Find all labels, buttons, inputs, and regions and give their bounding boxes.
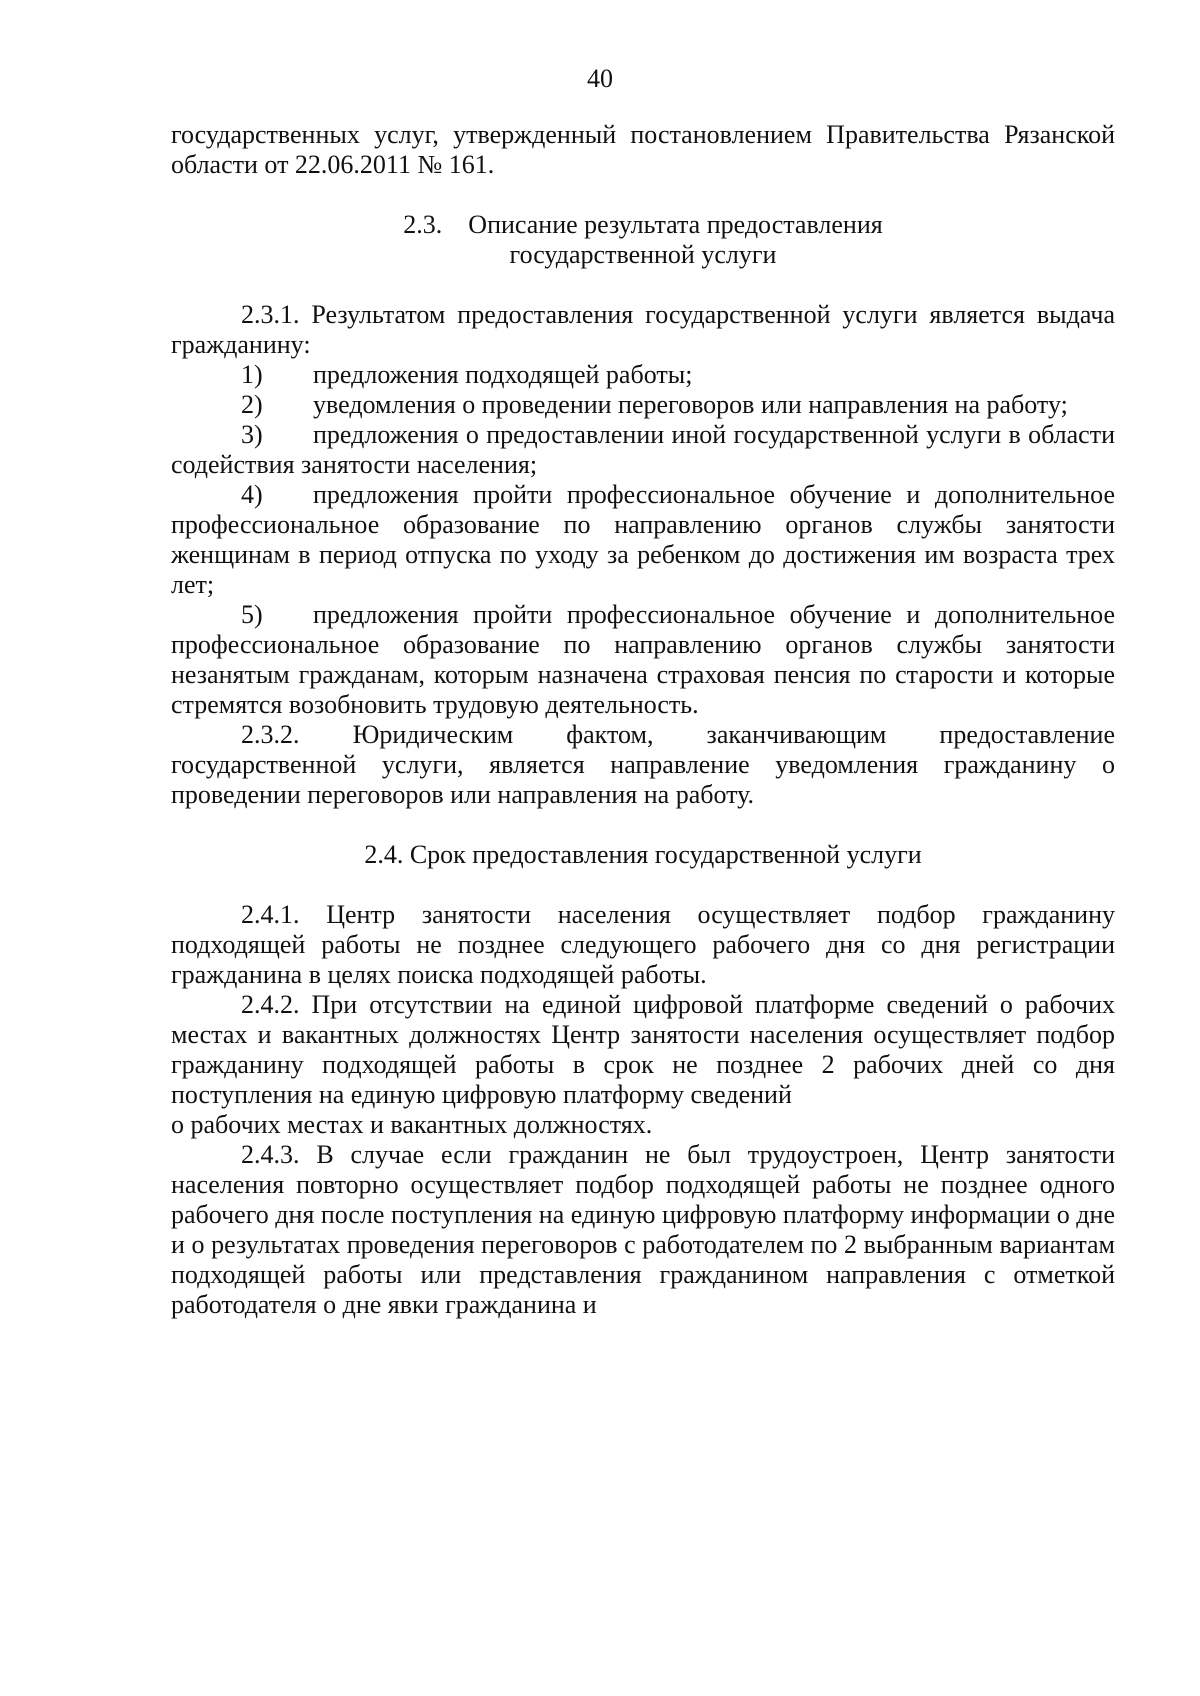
list-item-text: предложения пройти профессиональное обучение и дополнительное профессиональное образование по направлению органов службы занятости незанятым гражданам, которым назначена страховая пенсия по старости и которые стремятся возобновить трудовую деятельность. [171,600,1115,719]
list-item-text: предложения подходящей работы; [313,360,693,389]
list-item-text: предложения о предоставлении иной государственной услуги в области содействия занятости населения; [171,420,1115,479]
list-item [171,600,1115,720]
section-2-3-title-line1: Описание результата предоставления [468,210,883,239]
paragraph-2-4-2: 2.4.2. При отсутствии на единой цифровой платформе сведений о рабочих местах и вакантных должностях Центр занятости населения осуществляет подбор гражданину подходящей работы в срок не позднее 2 рабочих дней со дня поступления на единую цифровую платформу сведений [171,990,1115,1109]
list-item [171,390,1115,420]
paragraph-2-4-2-continuation: о рабочих местах и вакантных должностях. [171,1110,653,1139]
paragraph-2-3-1: 2.3.1. Результатом предоставления государственной услуги является выдача гражданину: [171,300,1115,359]
list-item [171,480,1115,600]
list-item-text: предложения пройти профессиональное обучение и дополнительное профессиональное образование по направлению органов службы занятости женщинам в период отпуска по уходу за ребенком до достижения им возраста трех лет; [171,480,1115,599]
list-item-text: уведомления о проведении переговоров или направления на работу; [313,390,1068,419]
list-item-number: 5) [241,600,263,629]
intro-paragraph: государственных услуг, утвержденный постановлением Правительства Рязанской области от 22.06.2011 № 161. [171,120,1115,179]
paragraph-2-4-3: 2.4.3. В случае если гражданин не был трудоустроен, Центр занятости населения повторно осуществляет подбор подходящей работы не позднее одного рабочего дня после поступления на единую цифровую платформу информации о дне и о результатах проведения переговоров с работодателем по 2 выбранным вариантам подходящей работы или представления гражданином направления с отметкой работодателя о дне явки гражданина и [171,1140,1115,1319]
section-2-3-title-line2: государственной услуги [509,240,777,269]
list-item-number: 1) [241,360,263,389]
list-item-number: 4) [241,480,263,509]
section-2-3-number: 2.3. [403,210,443,239]
list-item-number: 3) [241,420,263,449]
paragraph-2-3-2: 2.3.2. Юридическим фактом, заканчивающим предоставление государственной услуги, является направление уведомления гражданину о проведении переговоров или направления на работу. [171,720,1115,809]
document-body [171,120,1115,1320]
list-item [171,360,1115,390]
list-item [171,420,1115,480]
paragraph-2-4-1: 2.4.1. Центр занятости населения осуществляет подбор гражданину подходящей работы не позднее следующего рабочего дня со дня регистрации гражданина в целях поиска подходящей работы. [171,900,1115,989]
list-item-number: 2) [241,390,263,419]
section-2-4-heading: 2.4. Срок предоставления государственной услуги [364,840,922,869]
page-number: 40 [587,64,613,93]
section-2-3-heading [171,210,1115,270]
